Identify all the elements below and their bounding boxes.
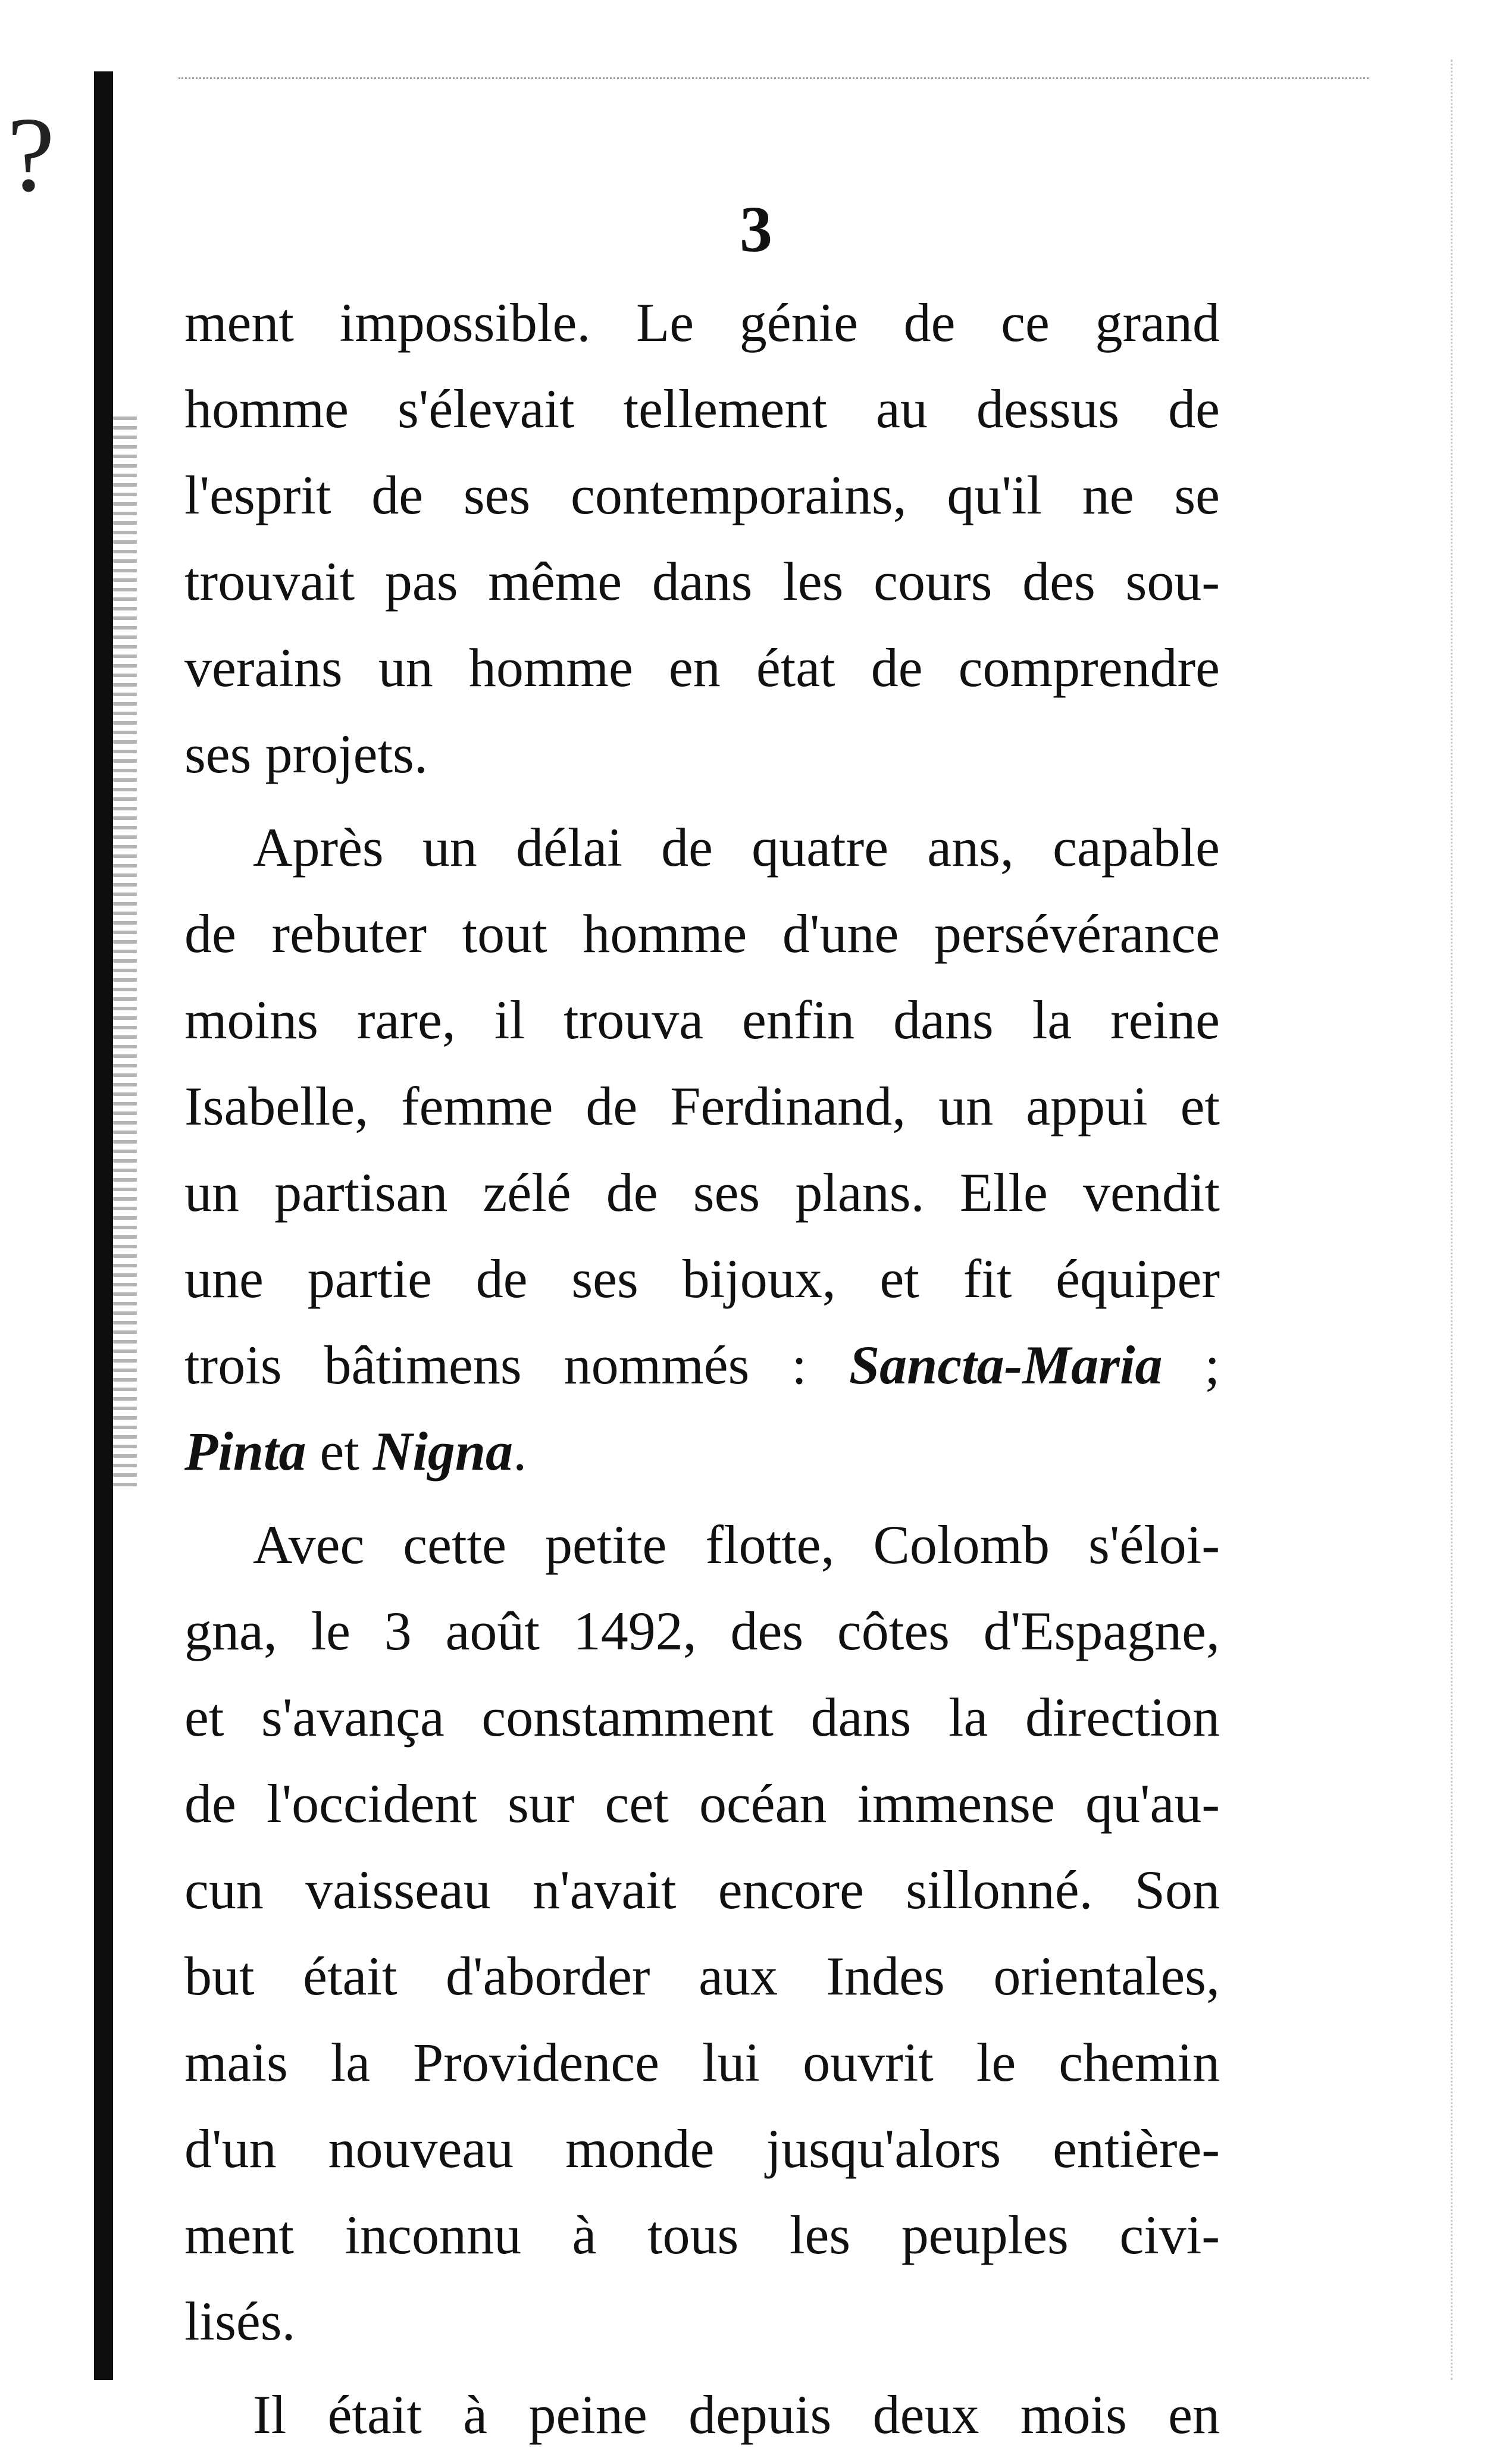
text-line: une partie de ses bijoux, et fit équiper <box>184 1248 1220 1309</box>
page-number: 3 <box>740 193 772 265</box>
text-line: homme s'élevait tellement au dessus de <box>184 378 1220 439</box>
text-segment: et <box>306 1421 373 1482</box>
text-line: de rebuter tout homme d'une persévérance <box>184 903 1220 964</box>
binding-shadow <box>113 417 137 1488</box>
text-line: lisés. <box>184 2291 296 2351</box>
text-line: ses projets. <box>184 724 428 784</box>
text-segment: . <box>513 1421 527 1482</box>
text-line: Avec cette petite flotte, Colomb s'éloi- <box>253 1514 1220 1575</box>
text-line <box>184 1322 1220 1408</box>
text-line: cun vaisseau n'avait encore sillonné. Son <box>184 1859 1220 1920</box>
ship-name-pinta: Pinta <box>184 1421 306 1482</box>
text-line: d'un nouveau monde jusqu'alors entière- <box>184 2118 1220 2179</box>
text-line: l'esprit de ses contemporains, qu'il ne se <box>184 465 1220 525</box>
text-line: trouvait pas même dans les cours des sou- <box>184 551 1220 612</box>
text-segment: trois bâtimens nommés : <box>184 1335 849 1395</box>
text-line: et s'avança constamment dans la direction <box>184 1687 1220 1748</box>
right-edge-noise <box>1451 60 1488 2380</box>
text-line: moins rare, il trouva enfin dans la reine <box>184 990 1220 1050</box>
text-segment: ; <box>1162 1335 1220 1395</box>
ship-name-nigna: Nigna <box>372 1421 514 1482</box>
text-line: Après un délai de quatre ans, capable <box>253 817 1220 878</box>
text-line: but était d'aborder aux Indes orientales, <box>184 1946 1220 2006</box>
ship-name-sancta-maria: Sancta-Maria <box>849 1335 1163 1395</box>
text-line: de l'occident sur cet océan immense qu'au- <box>184 1773 1220 1834</box>
text-line: ment impossible. Le génie de ce grand <box>184 292 1220 353</box>
text-line: gna, le 3 août 1492, des côtes d'Espagne, <box>184 1601 1220 1661</box>
text-line: ment inconnu à tous les peuples civi- <box>184 2205 1220 2265</box>
text-line: mais la Providence lui ouvrit le chemin <box>184 2032 1220 2093</box>
text-line: Il était à peine depuis deux mois en <box>253 2384 1220 2445</box>
text-line: Isabelle, femme de Ferdinand, un appui et <box>184 1076 1220 1136</box>
top-edge-noise <box>179 77 1369 79</box>
margin-mark: ? <box>7 95 55 214</box>
text-line <box>184 1408 1220 1495</box>
binding-edge <box>94 71 113 2380</box>
text-line: verains un homme en état de comprendre <box>184 637 1220 698</box>
text-line: un partisan zélé de ses plans. Elle vendit <box>184 1162 1220 1223</box>
body-text <box>184 280 1220 2458</box>
